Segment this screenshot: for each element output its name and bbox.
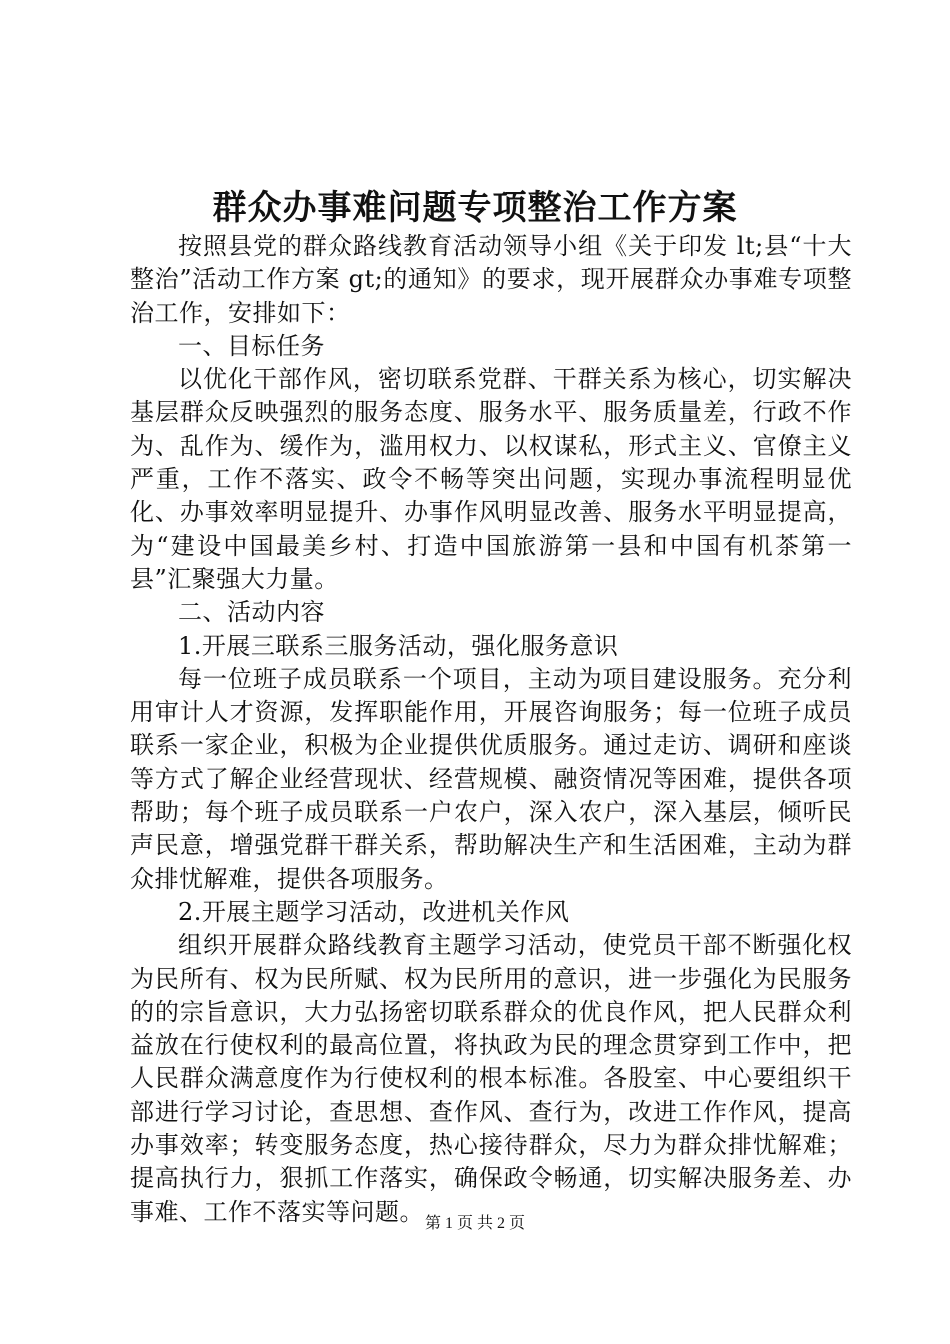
activity-1-paragraph: 每一位班子成员联系一个项目，主动为项目建设服务。充分利用审计人才资源，发挥职能作用，开展咨询服务；每一位班子成员联系一家企业，积极为企业提供优质服务。通过走访、调研和座谈等方式了解企业经营现状、经营规模、融资情况等困难，提供各项帮助；每个班子成员联系一户农户，深入农户，深入基层，倾听民声民意，增强党群干群关系，帮助解决生产和生活困难，主动为群众排忧解难，提供各项服务。: [130, 664, 852, 893]
goals-paragraph: 以优化干部作风，密切联系党群、干群关系为核心，切实解决基层群众反映强烈的服务态度、服务水平、服务质量差，行政不作为、乱作为、缓作为，滥用权力、以权谋私，形式主义、官僚主义严重，工作不落实、政令不畅等突出问题，实现办事流程明显优化、办事效率明显提升、办事作风明显改善、服务水平明显提高，为“建设中国最美乡村、打造中国旅游第一县和中国有机茶第一县”汇聚强大力量。: [130, 365, 852, 593]
activity-2-paragraph: 组织开展群众路线教育主题学习活动，使党员干部不断强化权为民所有、权为民所赋、权为民所用的意识，进一步强化为民服务的的宗旨意识，大力弘扬密切联系群众的优良作风，把人民群众利益放在行使权利的最高位置，将执政为民的理念贯穿到工作中，把人民群众满意度作为行使权利的根本标准。各股室、中心要组织干部进行学习讨论，查思想、查作风、查行为，改进工作作风，提高办事效率；转变服务态度，热心接待群众，尽力为群众排忧解难；提高执行力，狠抓工作落实，确保政令畅通，切实解决服务差、办事难、工作不落实等问题。: [130, 931, 852, 1226]
intro-paragraph: 按照县党的群众路线教育活动领导小组《关于印发 lt;县“十大整治”活动工作方案 gt;的通知》的要求，现开展群众办事难专项整治工作，安排如下：: [130, 232, 852, 327]
subheading-activity-2: 2.开展主题学习活动，改进机关作风: [178, 897, 570, 926]
page-footer: 第 1 页 共 2 页: [424, 1215, 525, 1232]
subheading-activity-1: 1.开展三联系三服务活动，强化服务意识: [178, 631, 619, 660]
section-heading-activities: 二、活动内容: [178, 598, 325, 627]
section-heading-goals: 一、目标任务: [178, 331, 325, 360]
document-title: 群众办事难问题专项整治工作方案: [212, 188, 738, 228]
document-body: [130, 230, 852, 1229]
